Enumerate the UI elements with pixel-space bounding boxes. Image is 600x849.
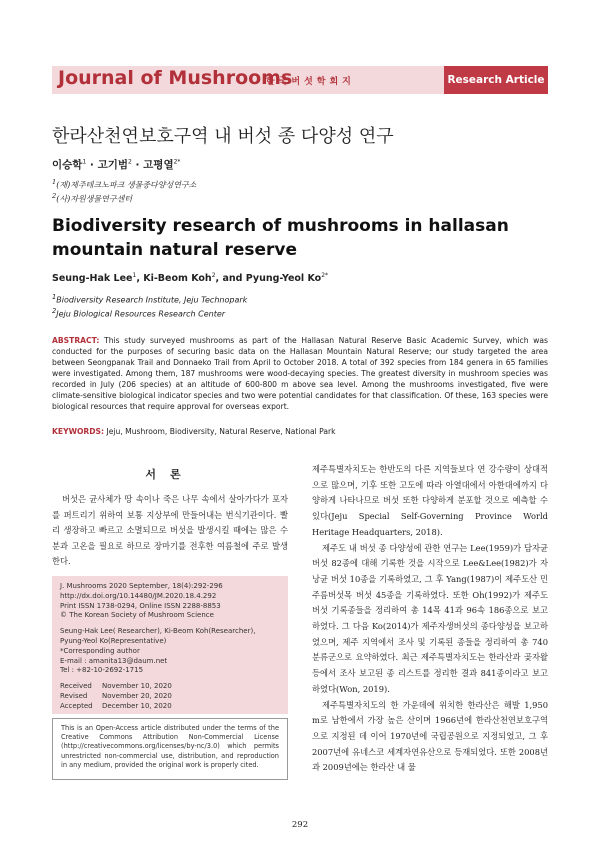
- affiliation: $^2$Jeju Biological Resources Research Center: [52, 306, 226, 319]
- author-sup: 1: [132, 272, 137, 279]
- author-name: Seung-Hak Lee: [52, 273, 133, 285]
- keywords-text: Jeju, Mushroom, Biodiversity, Natural Reserve, National Park: [106, 427, 336, 436]
- keywords-label: KEYWORDS:: [52, 427, 105, 436]
- article-type-badge: Research Article: [444, 66, 548, 94]
- title-english: Biodiversity research of mushrooms in hallasan mountain natural reserve: [52, 216, 509, 260]
- date-label: Received: [60, 682, 92, 691]
- author-sup: 2: [128, 158, 132, 166]
- author-sup: 2*: [321, 272, 329, 279]
- body-paragraph: 제주도 내 버섯 종 다양성에 관한 연구는 Lee(1959)가 담자균버섯 82종에 대해 기록한 것을 시작으로 Lee&Lee(1982)가 자낭균 버섯 10종을 기록하였고, 그 후 Yang(1987)이 제주도산 민주름버섯목 버섯 45종을 기록하였다. 또한 Oh(1992)가 제주도 버섯 기록종들을 정리하여 총 14목 41과 96속 186종으로 보고하였다. 그 다음 Ko(2014)가 제주자생버섯의 종다양성을 보고하였으며, 제주 지역에서 조사 및 기록된 종들을 정리하여 총 740 분류군으로 요약하였다. 최근 제주특별자치도는 한라산과 곶자왈 등에서 조사 보고된 종 리스트를 정리한 결과 841종이라고 보고하였다(Won, 2019).: [312, 542, 548, 694]
- author-name: 이승학: [52, 159, 83, 171]
- author-name: Pyung-Yeol Ko: [245, 273, 322, 285]
- affiliation: $^2$(사)자원생물연구센터: [52, 191, 133, 204]
- affiliations-english: [52, 292, 247, 319]
- author-sup: 1: [82, 158, 87, 166]
- intro-paragraph: 버섯은 균사체가 땅 속이나 죽은 나무 속에서 살아가다가 포자를 퍼트리기 위하여 보통 지상부에 만들어내는 번식기관이다. 빨리 생장하고 빠르고 소멸되므로 버섯을 발생시킬 때에는 많은 수분과 고온을 필요로 하므로 장마기를 전후한 여름철에 주로 발생한다.: [52, 494, 288, 566]
- affiliations-korean: [52, 177, 196, 204]
- journal-header: [52, 66, 548, 94]
- telephone: Tel : +82-10-2692-1715: [60, 666, 144, 675]
- corresponding-author: *Corresponding author: [60, 646, 140, 655]
- abstract-text: This study surveyed mushrooms as part of the Hallasan Natural Reserve Basic Academic Survey, which was conducted for the purposes of securing basic data on the Hallasan Mountain Natural Reserve; our study targeted the area between Seongpanak Trail and Donnaeko Trail from April to October 2018. A total of 392 species from 184 genera in 65 families were investigated. Among them, 187 mushrooms were wood-decaying species. The greatest diversity in mushroom species was recorded in July (206 species) at an altitude of 600-800 m above sea level. Among the mushrooms investigated, five were climate-sensitive biological indicator species and two were potential candidates for that classification. Of these, 163 species were biological resources that require approval for overseas export.: [52, 336, 548, 411]
- title-korean: 한라산천연보호구역 내 버섯 종 다양성 연구: [52, 126, 394, 147]
- date-value: November 10, 2020: [102, 682, 172, 691]
- page-number: 292: [291, 820, 309, 830]
- authors-korean: 이승학$^1$ · 고기범$^2$ · 고평열$^{2*}$: [52, 158, 181, 171]
- journal-name-korean: 한국버섯학회지: [266, 77, 355, 87]
- author-sup: 2: [211, 272, 216, 279]
- keywords: [52, 426, 548, 437]
- author-sup: 2*: [173, 158, 181, 166]
- body-paragraph: 제주특별자치도의 한 가운데에 위치한 한라산은 해발 1,950 m로 남한에서 가장 높은 산이며 1966년에 한라산천연보호구역으로 지정된 데 이어 1970년에 국립공원으로 지정되었고, 그 후 2007년에 유네스코 세계자연유산으로 등재되었다. 또한 2008년과 2009년에는 한라산 내 물: [312, 699, 548, 773]
- body-paragraph: 제주특별자치도는 한반도의 다른 지역들보다 연 강수량이 상대적으로 많으며, 기후 또한 고도에 따라 아열대에서 아한대에까지 다양하게 나타나므로 버섯 또한 다양하게 분포할 것으로 예측할 수 있다(Jeju Special Self-Governing Province World Heritage Headquarters, 2018).: [312, 464, 548, 537]
- author-name: 고기범: [97, 159, 129, 171]
- abstract: [52, 335, 548, 412]
- date-label: Accepted: [60, 701, 93, 710]
- affiliation: $^1$Biodiversity Research Institute, Jeju Technopark: [52, 293, 248, 305]
- section-heading-intro: 서론: [145, 468, 195, 481]
- open-access-notice: This is an Open-Access article distributed under the terms of the Creative Commons Attribution Non-Commercial License (http://creativecommons.org/licenses/by-nc/3.0) which permits unrestricted non-commercial use, distribution, and reproduction in any medium, provided the original work is properly cited.: [52, 718, 288, 780]
- abstract-label: ABSTRACT:: [52, 336, 100, 345]
- author-name: 고평열: [143, 159, 174, 171]
- issn: Print ISSN 1738-0294, Online ISSN 2288-8853: [60, 601, 221, 610]
- journal-name: Journal of Mushrooms: [58, 67, 293, 89]
- doi-link[interactable]: http://dx.doi.org/10.14480/JM.2020.18.4.292: [60, 591, 217, 600]
- date-label: Revised: [60, 691, 88, 700]
- date-value: November 20, 2020: [102, 691, 172, 700]
- email[interactable]: E-mail : amanita13@daum.net: [60, 656, 168, 665]
- citation: J. Mushrooms 2020 September, 18(4):292-296: [60, 582, 223, 590]
- body-right-column: [312, 462, 548, 776]
- article-dates: [60, 682, 280, 711]
- author-roles: Seung-Hak Lee( Researcher), Ki-Beom Koh(Researcher), Pyung-Yeol Ko(Representative): [60, 627, 256, 645]
- author-name: Ki-Beom Koh: [143, 273, 212, 285]
- article-info-box: [52, 576, 288, 714]
- copyright: © The Korean Society of Mushroom Science: [60, 611, 214, 620]
- authors-english: Seung-Hak Lee$^1$, Ki-Beom Koh$^2$, and Pyung-Yeol $Ko^{2*}$: [52, 272, 329, 285]
- affiliation: $^1$(재)제주테크노파크 생물종다양성연구소: [52, 178, 197, 190]
- date-value: December 10, 2020: [102, 701, 172, 710]
